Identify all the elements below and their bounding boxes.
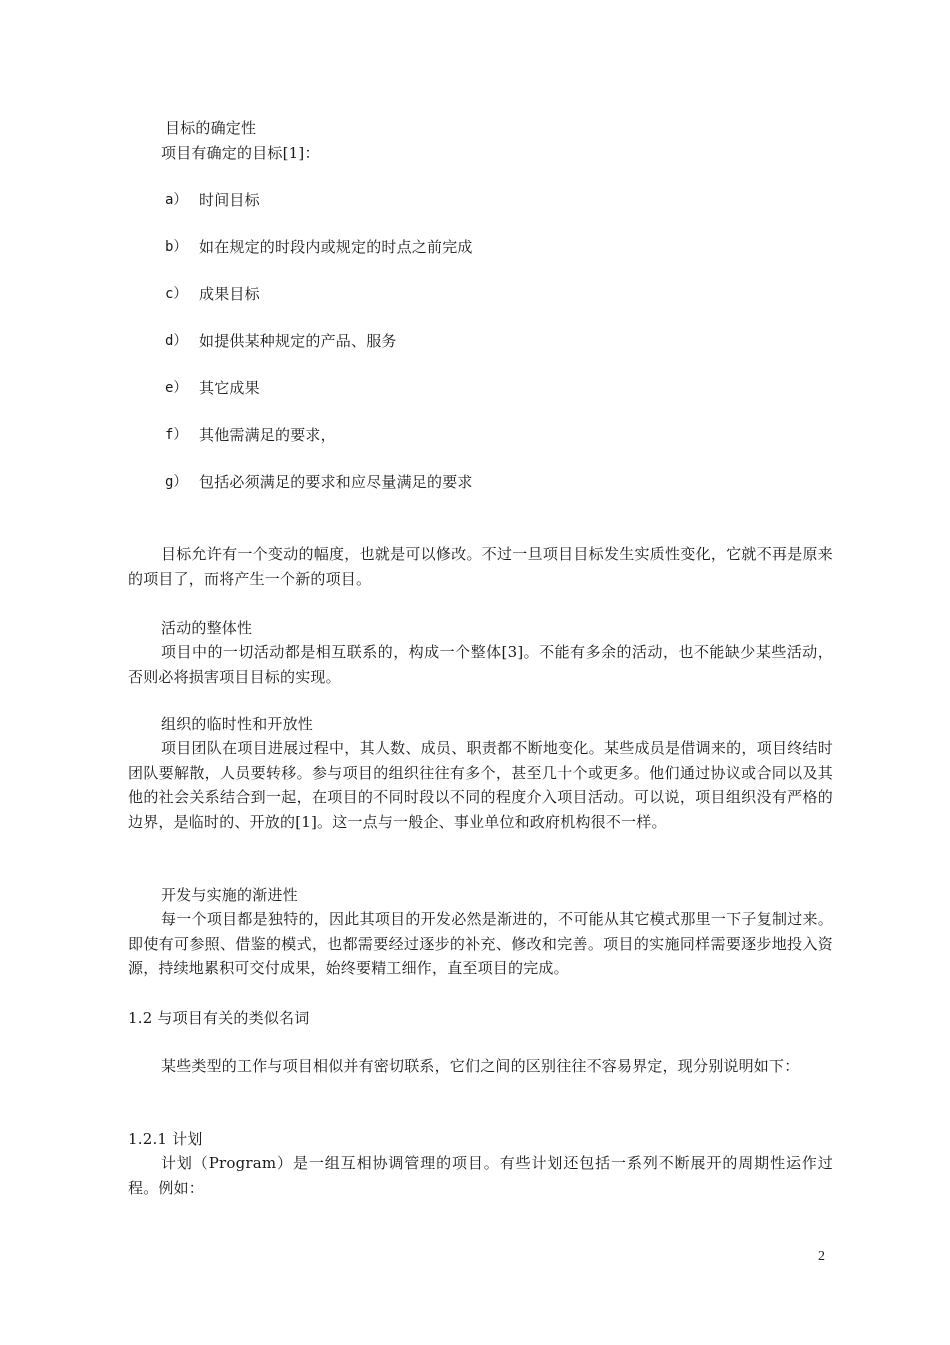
list-item-label: b） (165, 239, 188, 255)
section-intro-goal: 项目有确定的目标[1]： (161, 144, 320, 162)
list-item-text: 如在规定的时段内或规定的时点之前完成 (199, 238, 473, 256)
list-item-label: e） (165, 380, 188, 396)
list-item-text: 如提供某种规定的产品、服务 (199, 332, 397, 350)
paragraph-activity: 项目中的一切活动都是相互联系的，构成一个整体[3]。不能有多余的活动，也不能缺少某些活动，否则必将损害项目目标的实现。 (128, 643, 833, 686)
list-item-label: a） (165, 192, 188, 208)
paragraph-goal: 目标允许有一个变动的幅度，也就是可以修改。不过一旦项目目标发生实质性变化，它就不再是原来的项目了，而将产生一个新的项目。 (128, 545, 833, 588)
section-heading-1-2-1: 1.2.1 计划 (128, 1130, 203, 1148)
list-item-label: d） (165, 333, 188, 349)
list-item-label: f） (165, 427, 188, 443)
list-item-text: 其它成果 (199, 379, 260, 397)
list-item-text: 其他需满足的要求， (199, 426, 336, 444)
paragraph-1-2: 某些类型的工作与项目相似并有密切联系，它们之间的区别往往不容易界定，现分别说明如下： (161, 1057, 800, 1075)
list-item-text: 时间目标 (199, 191, 260, 209)
section-heading-activity: 活动的整体性 (161, 619, 253, 637)
list-item-label: c） (165, 286, 188, 302)
section-heading-goal: 目标的确定性 (165, 119, 257, 137)
paragraph-organization: 项目团队在项目进展过程中，其人数、成员、职责都不断地变化。某些成员是借调来的，项目终结时团队要解散，人员要转移。参与项目的组织往往有多个，甚至几十个或更多。他们通过协议或合同以及其他的社会关系结合到一起，在项目的不同时段以不同的程度介入项目活动。可以说，项目组织没有严格的边界，是临时的、开放的[1]。这一点与一般企、事业单位和政府机构很不一样。 (128, 739, 833, 831)
list-item-text: 成果目标 (199, 285, 260, 303)
section-heading-progressive: 开发与实施的渐进性 (161, 886, 298, 904)
paragraph-progressive: 每一个项目都是独特的，因此其项目的开发必然是渐进的，不可能从其它模式那里一下子复制过来。即使有可参照、借鉴的模式，也都需要经过逐步的补充、修改和完善。项目的实施同样需要逐步地投入资源，持续地累积可交付成果，始终要精工细作，直至项目的完成。 (128, 910, 833, 977)
section-heading-1-2: 1.2 与项目有关的类似名词 (128, 1009, 310, 1027)
section-heading-organization: 组织的临时性和开放性 (161, 715, 314, 733)
list-item-label: g） (165, 474, 188, 490)
page-number: 2 (818, 1249, 825, 1264)
paragraph-1-2-1: 计划（Program）是一组互相协调管理的项目。有些计划还包括一系列不断展开的周期性运作过程。例如： (128, 1154, 833, 1197)
list-item-text: 包括必须满足的要求和应尽量满足的要求 (199, 473, 473, 491)
